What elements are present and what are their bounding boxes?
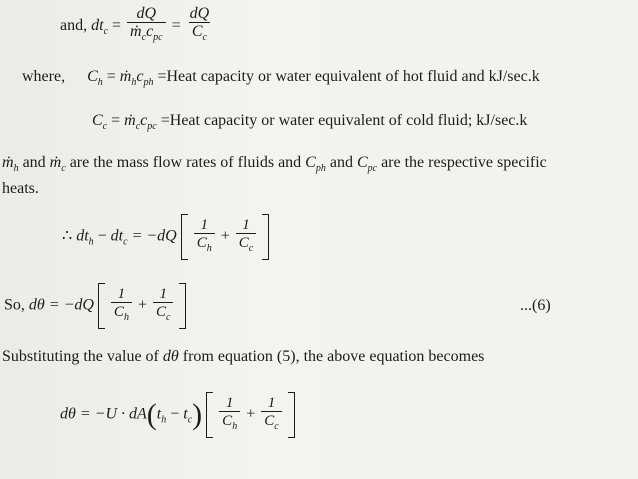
left-bracket — [181, 214, 188, 260]
left-bracket — [206, 392, 213, 438]
paragraph-heats: heats. — [2, 180, 39, 197]
equation-final: $d\theta = -U \cdot dA(t_h - t_c)$ $\frac{1}{C_h}$ + $\frac{1}{C_c}$ — [60, 392, 295, 438]
and-label: and, — [60, 17, 88, 35]
paragraph-substituting: Substituting the value of dθ from equation (5), the above equation becomes — [2, 348, 485, 365]
left-bracket — [98, 283, 105, 329]
paragraph-mass-flow: ṁ$_h$ and ṁ$_c$ are the mass flow rates of fluids and $C_{ph}$ and $C_{pc}$ are the respective specific — [2, 154, 547, 174]
equation-therefore: ∴ $dt_h - dt_c = -dQ$ $\frac{1}{C_h}$ + $\frac{1}{C_c}$ — [62, 214, 269, 260]
fraction-dq-cc: $\frac{dQ}{C_c}$ — [187, 6, 213, 47]
definition-ch: where, $C_h$ = $ṁ_hc_{ph}$ =Heat capacity or water equivalent of hot fluid and kJ/sec.k — [22, 68, 540, 88]
equation-number: ...(6) — [520, 297, 551, 314]
right-bracket — [262, 214, 269, 260]
equation-dtc: and, $dt_c$ = $\frac{dQ}{ṁ_cc_{pc}}$ = $\frac{dQ}{C_c}$ — [60, 6, 214, 47]
definition-ch-text: Heat capacity or water equivalent of hot fluid and kJ/sec.k — [166, 68, 540, 85]
where-label: where, — [22, 68, 66, 85]
right-bracket — [288, 392, 295, 438]
definition-cc: $C_c$ = $ṁ_cc_{pc}$ =Heat capacity or water equivalent of cold fluid; kJ/sec.k — [92, 112, 528, 132]
right-bracket — [179, 283, 186, 329]
fraction-dq-mc: $\frac{dQ}{ṁ_cc_{pc}}$ — [127, 6, 166, 47]
equation-6: So, dθ = −dQ $\frac{1}{C_h}$ + $\frac{1}{C_c}$ — [4, 283, 186, 329]
definition-cc-text: Heat capacity or water equivalent of cold fluid; kJ/sec.k — [169, 112, 528, 129]
